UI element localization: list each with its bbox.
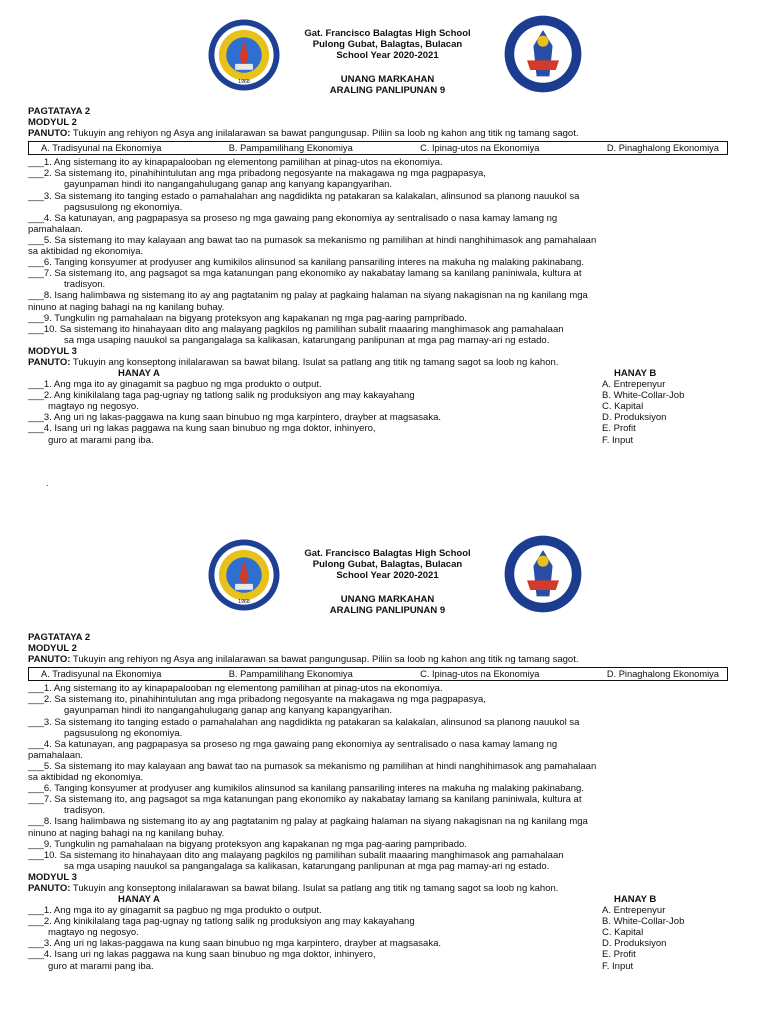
column-a-item: ___2. Ang kinikilalang taga pag-ugnay ng tatlong salik ng produksiyon ang may kakayahang xyxy=(28,916,415,928)
list-item: ___10. Sa sistemang ito hinahayaan dito ang malayang pagkilos ng pamilihan subalit maaaring manghimasok ang pamahalaan xyxy=(28,323,564,335)
column-b-item: D. Produksiyon xyxy=(602,938,667,950)
list-item: gayunpaman hindi ito nangangahulugang ganap ang kanyang kapangyarihan. xyxy=(64,705,393,717)
school-year: School Year 2020-2021 xyxy=(336,50,439,62)
list-item: ___1. Ang sistemang ito ay kinapapalooban ng elementong pamilihan at pinag-utos na ekonomiya. xyxy=(28,157,443,169)
choice-c: C. Ipinag-utos na Ekonomiya xyxy=(420,143,540,154)
choices-box xyxy=(28,667,728,681)
list-item: ___3. Sa sistemang ito tanging estado o pamahalahan ang nagdidikta ng patakaran sa kalakalan, alinsunod sa planong nauukol sa xyxy=(28,716,580,728)
column-a-item: ___1. Ang mga ito ay ginagamit sa pagbuo ng mga produkto o output. xyxy=(28,905,322,917)
directions-label: PANUTO: xyxy=(28,654,71,666)
directions-text: Tukuyin ang rehiyon ng Asya ang inilalarawan sa bawat pangungusap. Piliin sa loob ng kahon ang titik ng tamang sagot. xyxy=(72,654,579,666)
list-item: ninuno at naging bahagi na ng kanilang buhay. xyxy=(28,827,225,839)
school-info xyxy=(270,28,505,62)
column-b-item: F. Input xyxy=(602,960,634,972)
module2-items xyxy=(28,683,748,872)
stray-mark: . xyxy=(46,478,49,488)
column-a-item: magtayo ng negosyo. xyxy=(48,401,139,413)
column-b-item: D. Produksiyon xyxy=(602,412,667,424)
list-item: pamahalaan. xyxy=(28,223,83,235)
module2-items xyxy=(28,157,748,346)
column-b-title: HANAY B xyxy=(614,368,657,380)
quarter-title: UNANG MARKAHAN xyxy=(340,594,435,605)
list-item: pagsusulong ng ekonomiya. xyxy=(64,201,183,213)
column-a-item: ___1. Ang mga ito ay ginagamit sa pagbuo ng mga produkto o output. xyxy=(28,379,322,391)
list-item: ___5. Sa sistemang ito may kalayaan ang bawat tao na pumasok sa mekanismo ng pamilihan at hindi nanghihimasok ang pamahalaan xyxy=(28,760,597,772)
school-year: School Year 2020-2021 xyxy=(336,570,439,582)
choice-b: B. Pampamilihang Ekonomiya xyxy=(228,143,353,154)
matching-headers xyxy=(28,894,748,905)
column-b-title: HANAY B xyxy=(614,894,657,906)
choice-d: D. Pinaghalong Ekonomiya xyxy=(606,143,719,154)
directions-label: PANUTO: xyxy=(28,356,71,368)
column-b-item: C. Kapital xyxy=(602,401,644,413)
directions-text: Tukuyin ang konseptong inilalarawan sa bawat bilang. Isulat sa patlang ang titik ng tamang sagot sa loob ng kahon. xyxy=(72,356,559,368)
list-item: ___6. Tanging konsyumer at prodyuser ang kumikilos alinsunod sa kanilang pansariling interes na makuha ng malaking pakinabang. xyxy=(28,257,584,269)
list-item: ___8. Isang halimbawa ng sistemang ito ay ang pagtatanim ng palay at pagkaing halaman na siyang nakagisnan na ng kanilang mga xyxy=(28,290,588,302)
quarter-title: UNANG MARKAHAN xyxy=(340,74,435,85)
list-item: ___9. Tungkulin ng pamahalaan na bigyang proteksyon ang kapakanan ng mga pag-aaring pampribado. xyxy=(28,312,467,324)
column-b-item: E. Profit xyxy=(602,423,636,435)
subject-info xyxy=(270,74,505,96)
choice-b: B. Pampamilihang Ekonomiya xyxy=(228,669,353,680)
deped-seal-icon xyxy=(503,534,583,614)
worksheet-body xyxy=(28,106,748,446)
list-item: ___3. Sa sistemang ito tanging estado o pamahalahan ang nagdidikta ng patakaran sa kalakalan, alinsunod sa planong nauukol sa xyxy=(28,190,580,202)
column-b-item: A. Entrepenyur xyxy=(602,905,666,917)
choice-c: C. Ipinag-utos na Ekonomiya xyxy=(420,669,540,680)
assessment-title: PAGTATAYA 2 xyxy=(28,106,91,117)
school-address: Pulong Gubat, Balagtas, Bulacan xyxy=(312,559,463,571)
list-item: sa mga usaping nauukol sa pangangalaga sa kalikasan, katarungang panlipunan at mga pag mamay-ari ng estado. xyxy=(64,334,550,346)
list-item: ___4. Sa katunayan, ang pagpapasya sa proseso ng mga gawaing pang ekonomiya ay sentralisado o nasa kamay lamang ng xyxy=(28,738,558,750)
module2-directions xyxy=(28,128,748,139)
choices-box xyxy=(28,141,728,155)
list-item: ___2. Sa sistemang ito, pinahihintulutan ang mga pribadong negosyante na makagawa ng mga pagpapasya, xyxy=(28,694,486,706)
list-item: ___7. Sa sistemang ito, ang pagsagot sa mga katanungan pang ekonomiko ay nakabatay lamang sa kanilang paniniwala, kultura at xyxy=(28,794,582,806)
module3-title: MODYUL 3 xyxy=(28,871,77,883)
deped-seal-icon xyxy=(503,14,583,94)
choice-d: D. Pinaghalong Ekonomiya xyxy=(606,669,719,680)
matching-table xyxy=(28,905,748,972)
directions-label: PANUTO: xyxy=(28,882,71,894)
list-item: ___10. Sa sistemang ito hinahayaan dito ang malayang pagkilos ng pamilihan subalit maaaring manghimasok ang pamahalaan xyxy=(28,849,564,861)
directions-label: PANUTO: xyxy=(28,128,71,140)
list-item: ___4. Sa katunayan, ang pagpapasya sa proseso ng mga gawaing pang ekonomiya ay sentralisado o nasa kamay lamang ng xyxy=(28,212,558,224)
list-item: ___8. Isang halimbawa ng sistemang ito ay ang pagtatanim ng palay at pagkaing halaman na siyang nakagisnan na ng kanilang mga xyxy=(28,816,588,828)
column-a-item: magtayo ng negosyo. xyxy=(48,927,139,939)
choice-a: A. Tradisyunal na Ekonomiya xyxy=(41,669,162,680)
column-b-item: B. White-Collar-Job xyxy=(602,390,685,402)
column-a-item: ___2. Ang kinikilalang taga pag-ugnay ng tatlong salik ng produksiyon ang may kakayahang xyxy=(28,390,415,402)
worksheet-body xyxy=(28,632,748,972)
school-address: Pulong Gubat, Balagtas, Bulacan xyxy=(312,39,463,51)
list-item: ninuno at naging bahagi na ng kanilang buhay. xyxy=(28,301,225,313)
list-item: ___2. Sa sistemang ito, pinahihintulutan ang mga pribadong negosyante na makagawa ng mga pagpapasya, xyxy=(28,168,486,180)
matching-table xyxy=(28,379,748,446)
svg-text:1968: 1968 xyxy=(238,599,250,606)
school-name: Gat. Francisco Balagtas High School xyxy=(304,548,471,559)
module3-title: MODYUL 3 xyxy=(28,345,77,357)
school-name: Gat. Francisco Balagtas High School xyxy=(304,28,471,39)
column-a-item: guro at marami pang iba. xyxy=(48,960,154,972)
list-item: ___7. Sa sistemang ito, ang pagsagot sa mga katanungan pang ekonomiko ay nakabatay lamang sa kanilang paniniwala, kultura at xyxy=(28,268,582,280)
svg-text:1968: 1968 xyxy=(238,79,250,86)
module2-directions xyxy=(28,654,748,665)
subject-info xyxy=(270,594,505,616)
module2-title: MODYUL 2 xyxy=(28,643,77,655)
column-b-item: E. Profit xyxy=(602,949,636,961)
directions-text: Tukuyin ang rehiyon ng Asya ang inilalarawan sa bawat pangungusap. Piliin sa loob ng kahon ang titik ng tamang sagot. xyxy=(72,128,579,140)
column-a-item: ___3. Ang uri ng lakas-paggawa na kung saan binubuo ng mga karpintero, drayber at magsasaka. xyxy=(28,412,441,424)
directions-text: Tukuyin ang konseptong inilalarawan sa bawat bilang. Isulat sa patlang ang titik ng tamang sagot sa loob ng kahon. xyxy=(72,882,559,894)
column-a-item: ___4. Isang uri ng lakas paggawa na kung saan binubuo ng mga doktor, inhinyero, xyxy=(28,423,376,435)
matching-headers xyxy=(28,368,748,379)
module2-title: MODYUL 2 xyxy=(28,117,77,129)
choice-a: A. Tradisyunal na Ekonomiya xyxy=(41,143,162,154)
column-a-item: ___4. Isang uri ng lakas paggawa na kung saan binubuo ng mga doktor, inhinyero, xyxy=(28,949,376,961)
worksheet-header xyxy=(0,0,768,105)
column-a-item: guro at marami pang iba. xyxy=(48,434,154,446)
school-info xyxy=(270,548,505,582)
list-item: pamahalaan. xyxy=(28,749,83,761)
subject-title: ARALING PANLIPUNAN 9 xyxy=(329,605,446,617)
column-a-item: ___3. Ang uri ng lakas-paggawa na kung saan binubuo ng mga karpintero, drayber at magsasaka. xyxy=(28,938,441,950)
column-b-item: F. Input xyxy=(602,434,634,446)
column-b-item: A. Entrepenyur xyxy=(602,379,666,391)
list-item: tradisyon. xyxy=(64,805,106,817)
column-a-title: HANAY A xyxy=(118,368,160,380)
list-item: pagsusulong ng ekonomiya. xyxy=(64,727,183,739)
assessment-title: PAGTATAYA 2 xyxy=(28,632,91,643)
list-item: ___9. Tungkulin ng pamahalaan na bigyang proteksyon ang kapakanan ng mga pag-aaring pampribado. xyxy=(28,838,467,850)
list-item: sa mga usaping nauukol sa pangangalaga sa kalikasan, katarungang panlipunan at mga pag mamay-ari ng estado. xyxy=(64,860,550,872)
worksheet-header xyxy=(0,520,768,625)
list-item: ___5. Sa sistemang ito may kalayaan ang bawat tao na pumasok sa mekanismo ng pamilihan at hindi nanghihimasok ang pamahalaan xyxy=(28,234,597,246)
module3-directions xyxy=(28,357,748,368)
column-a-title: HANAY A xyxy=(118,894,160,906)
list-item: ___1. Ang sistemang ito ay kinapapalooban ng elementong pamilihan at pinag-utos na ekonomiya. xyxy=(28,683,443,695)
list-item: ___6. Tanging konsyumer at prodyuser ang kumikilos alinsunod sa kanilang pansariling interes na makuha ng malaking pakinabang. xyxy=(28,783,584,795)
list-item: sa aktibidad ng ekonomiya. xyxy=(28,772,144,784)
column-b-item: C. Kapital xyxy=(602,927,644,939)
list-item: gayunpaman hindi ito nangangahulugang ganap ang kanyang kapangyarihan. xyxy=(64,179,393,191)
subject-title: ARALING PANLIPUNAN 9 xyxy=(329,85,446,97)
list-item: sa aktibidad ng ekonomiya. xyxy=(28,246,144,258)
module3-directions xyxy=(28,883,748,894)
column-b-item: B. White-Collar-Job xyxy=(602,916,685,928)
list-item: tradisyon. xyxy=(64,279,106,291)
